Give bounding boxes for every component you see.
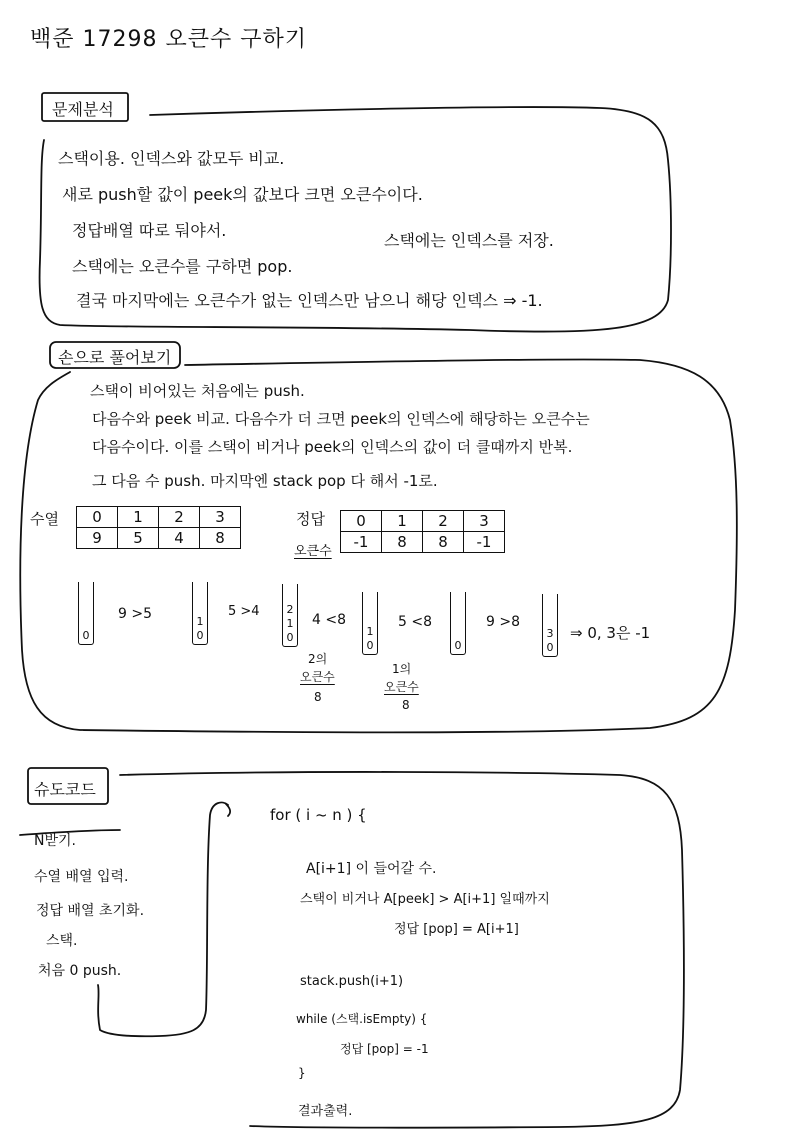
pseudo-left-line: 스택. (46, 933, 78, 949)
code-line: 정답 [pop] = -1 (340, 1042, 429, 1056)
answer-index: 2 (423, 511, 464, 532)
sequence-table (76, 506, 241, 549)
sequence-value: 8 (200, 528, 241, 549)
analysis-line: 스택이용. 인덱스와 값모두 비교. (58, 149, 285, 168)
pseudo-left-line: 정답 배열 초기화. (36, 903, 145, 919)
analysis-line: 새로 push할 값이 peek의 값보다 크면 오큰수이다. (62, 185, 423, 204)
by-hand-heading: 손으로 풀어보기 (58, 348, 172, 367)
answer-value: 8 (423, 532, 464, 553)
stack-diagram (450, 592, 466, 655)
stack-diagram (192, 582, 208, 645)
code-line: 스택이 비거나 A[peek] > A[i+1] 일때까지 (300, 892, 550, 907)
sequence-index: 0 (77, 507, 118, 528)
answer-value: 8 (382, 532, 423, 553)
analysis-line: 결국 마지막에는 오큰수가 없는 인덱스만 남으니 해당 인덱스 ⇒ -1. (76, 291, 543, 310)
stack-item: 3 (546, 627, 554, 640)
by-hand-line: 스택이 비어있는 처음에는 push. (90, 382, 305, 400)
analysis-line: 스택에는 인덱스를 저장. (384, 231, 554, 250)
comparison: 5 <8 (398, 614, 432, 630)
answer-label: 정답 (296, 510, 325, 528)
pseudo-left-line: 수열 배열 입력. (34, 869, 129, 885)
answer-index: 1 (382, 511, 423, 532)
code-line: stack.push(i+1) (300, 974, 404, 989)
code-line: 정답 [pop] = A[i+1] (394, 922, 519, 937)
by-hand-line: 다음수와 peek 비교. 다음수가 더 크면 peek의 인덱스에 해당하는 오큰수는 (92, 410, 590, 428)
sequence-index: 2 (159, 507, 200, 528)
answer-value: -1 (464, 532, 505, 553)
code-line: while (스택.isEmpty) { (296, 1012, 428, 1026)
stack-diagram (282, 584, 298, 647)
sequence-label: 수열 (30, 510, 59, 528)
code-line: } (298, 1066, 306, 1080)
note: 오큰수 (300, 670, 335, 684)
stack-item: 1 (196, 615, 204, 628)
code-line: for ( i ~ n ) { (270, 806, 367, 824)
comparison: 5 >4 (228, 604, 260, 619)
note: 8 (402, 698, 410, 712)
sequence-value: 5 (118, 528, 159, 549)
sequence-value: 4 (159, 528, 200, 549)
analysis-line: 정답배열 따로 둬야서. (72, 221, 227, 240)
analysis-line: 스택에는 오큰수를 구하면 pop. (72, 257, 293, 276)
stack-diagram (362, 592, 378, 655)
pseudo-heading: 슈도코드 (34, 780, 96, 799)
code-line: A[i+1] 이 들어갈 수. (306, 861, 437, 877)
code-line: 결과출력. (298, 1104, 353, 1119)
comparison: 9 >8 (486, 614, 520, 630)
note: 8 (314, 690, 322, 704)
note: 오큰수 (384, 680, 419, 694)
sequence-index: 3 (200, 507, 241, 528)
answer-value: -1 (341, 532, 382, 553)
stack-item: 0 (546, 641, 554, 654)
sequence-index: 1 (118, 507, 159, 528)
stack-item: 0 (196, 629, 204, 642)
stack-item: 0 (366, 639, 374, 652)
answer-row-label: 오큰수 (294, 544, 332, 559)
stack-item: 0 (286, 631, 294, 644)
by-hand-line: 다음수이다. 이를 스택이 비거나 peek의 인덱스의 값이 더 클때까지 반복. (92, 438, 573, 456)
note: 1의 (392, 662, 412, 676)
page-title: 백준 17298 오큰수 구하기 (30, 27, 307, 52)
pseudo-left-line: N받기. (34, 833, 76, 849)
sequence-value: 9 (77, 528, 118, 549)
stack-item: 1 (286, 617, 294, 630)
note: 2의 (308, 652, 328, 666)
pseudo-box (120, 772, 684, 1128)
answer-table (340, 510, 505, 553)
stack-item: 0 (454, 639, 462, 652)
stack-item: 1 (366, 625, 374, 638)
stack-diagram (542, 594, 558, 657)
comparison: 4 <8 (312, 612, 346, 628)
stack-result: ⇒ 0, 3은 -1 (570, 624, 651, 642)
analysis-heading: 문제분석 (52, 100, 114, 119)
answer-index: 3 (464, 511, 505, 532)
stack-item: 0 (82, 629, 90, 642)
comparison: 9 >5 (118, 606, 152, 622)
answer-index: 0 (341, 511, 382, 532)
stack-item: 2 (286, 603, 294, 616)
pseudo-brace-hook (226, 804, 230, 816)
by-hand-line: 그 다음 수 push. 마지막엔 stack pop 다 해서 -1로. (92, 472, 438, 490)
pseudo-left-line: 처음 0 push. (38, 963, 122, 979)
stack-diagram (78, 582, 94, 645)
